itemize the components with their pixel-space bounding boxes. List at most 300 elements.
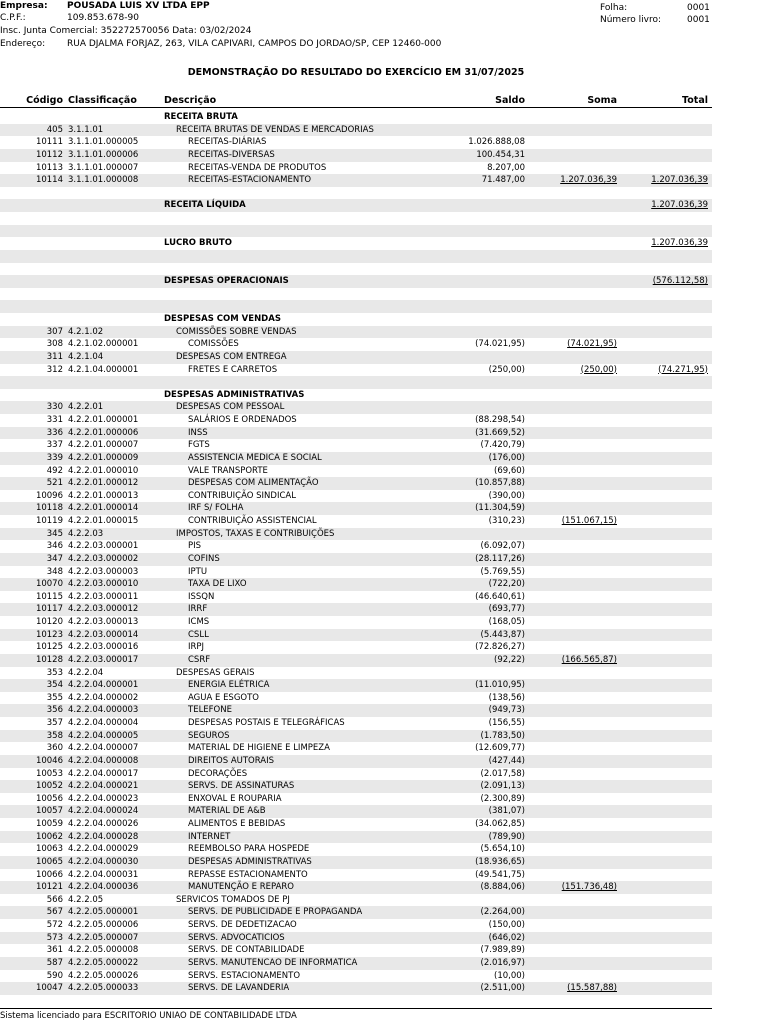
row-description: DESPESAS COM PESSOAL: [176, 402, 285, 413]
row-code: 405: [46, 124, 63, 135]
livro-value: 0001: [687, 15, 710, 25]
endereco-value: RUA DJALMA FORJAZ, 263, VILA CAPIVARI, CAMPOS DO JORDAO/SP, CEP 12460-000: [67, 39, 442, 49]
row-code: 10059: [35, 819, 63, 829]
row-code: 10120: [35, 617, 63, 627]
table-row: [0, 780, 712, 793]
row-code: 330: [46, 402, 63, 413]
table-row: [0, 275, 712, 288]
row-total: 1.207.036,39: [651, 175, 708, 186]
row-saldo: (138,56): [488, 692, 525, 703]
row-saldo: (34.062,85): [475, 819, 525, 829]
table-row: [0, 982, 712, 995]
row-saldo: (2.016,97): [480, 957, 525, 968]
folha-label: Folha:: [600, 3, 628, 13]
row-saldo: (8.884,06): [480, 882, 525, 893]
table-row: [0, 843, 712, 856]
table-row: [0, 894, 712, 907]
row-description: REEMBOLSO PARA HOSPEDE: [188, 844, 310, 855]
row-classification: 4.2.2.05.000006: [68, 920, 139, 930]
row-description: AGUA E ESGOTO: [188, 692, 259, 703]
row-description: CONTRIBUIÇÃO SINDICAL: [188, 490, 296, 501]
livro-label: Número livro:: [600, 15, 661, 25]
row-code: 358: [46, 730, 63, 741]
row-saldo: (2.264,00): [480, 907, 525, 918]
row-description: COMISSÕES SOBRE VENDAS: [176, 326, 297, 337]
row-classification: 4.2.2.01.000006: [68, 427, 139, 438]
table-row: [0, 414, 712, 427]
row-description: DECORAÇÕES: [188, 768, 248, 779]
row-code: 346: [46, 541, 63, 552]
table-row: [0, 212, 712, 225]
table-row: [0, 692, 712, 705]
empresa-label: Empresa:: [0, 1, 48, 11]
row-description: TAXA DE LIXO: [188, 579, 247, 590]
row-description: RECEITA BRUTA: [164, 112, 238, 122]
row-code: 566: [46, 894, 63, 905]
row-classification: 4.2.2.05.000008: [68, 945, 139, 956]
row-description: SERVS. DE PUBLICIDADE E PROPAGANDA: [188, 907, 363, 918]
header-classificacao: Classificação: [68, 95, 137, 106]
table-row: [0, 654, 712, 667]
row-description: DESPESAS COM VENDAS: [164, 314, 281, 324]
row-code: 10046: [35, 755, 63, 766]
table-row: [0, 881, 712, 894]
row-saldo: (693,77): [488, 604, 525, 615]
row-description: TELEFONE: [188, 705, 232, 716]
row-description: SERVS. DE LAVANDERIA: [188, 983, 290, 994]
row-saldo: (69,60): [494, 465, 525, 476]
row-description: DESPESAS COM ALIMENTAÇÃO: [188, 478, 319, 489]
row-description: IMPOSTOS, TAXAS E CONTRIBUIÇÕES: [176, 528, 335, 539]
row-classification: 3.1.1.01.000008: [68, 175, 139, 186]
row-description: MATERIAL DE A&B: [188, 806, 266, 817]
row-code: 355: [46, 692, 63, 703]
table-row: [0, 869, 712, 882]
table-row: [0, 502, 712, 515]
row-saldo: (2.091,13): [480, 781, 525, 792]
row-saldo: (1.783,50): [480, 730, 525, 741]
row-description: FRETES E CARRETOS: [188, 364, 278, 375]
table-row: [0, 742, 712, 755]
row-description: SALÁRIOS E ORDENADOS: [188, 415, 297, 425]
row-total: (576.112,58): [652, 276, 708, 287]
row-classification: 4.2.2.01.000012: [68, 478, 139, 489]
row-code: 10063: [35, 844, 63, 855]
row-description: CSLL: [188, 629, 209, 640]
row-saldo: (5.654,10): [480, 844, 525, 855]
table-row: [0, 768, 712, 781]
row-description: RECEITAS-ESTACIONAMENTO: [188, 175, 312, 186]
row-code: 308: [46, 339, 63, 350]
row-description: IRRF: [188, 604, 208, 615]
table-row: [0, 578, 712, 591]
row-classification: 4.2.2.01.000014: [68, 503, 139, 514]
cpf-label: C.P.F.:: [0, 13, 26, 23]
row-description: ISSQN: [188, 591, 215, 602]
row-saldo: (46.640,61): [475, 591, 525, 602]
row-classification: 4.2.2.04.000028: [68, 831, 139, 842]
table-row: [0, 603, 712, 616]
row-code: 10113: [35, 162, 63, 173]
row-soma: (151.736,48): [561, 882, 617, 893]
row-classification: 4.2.2.04.000005: [68, 730, 139, 741]
row-classification: 4.2.2.03.000011: [68, 591, 139, 602]
row-saldo: (168,05): [488, 617, 525, 627]
folha-line: [600, 2, 710, 14]
row-description: FGTS: [188, 440, 210, 451]
row-description: SERVS. ESTACIONAMENTO: [188, 970, 301, 981]
cpf-line: [0, 12, 139, 24]
row-code: 492: [46, 465, 63, 476]
table-row: [0, 679, 712, 692]
row-code: 360: [46, 743, 63, 754]
row-classification: 4.2.2.03.000003: [68, 566, 139, 577]
row-code: 10118: [35, 503, 63, 514]
row-classification: 4.2.2.03.000001: [68, 541, 139, 552]
row-saldo: (12.609,77): [475, 743, 525, 754]
empresa-name: POUSADA LUIS XV LTDA EPP: [67, 1, 210, 11]
row-classification: 4.2.2.03.000016: [68, 642, 139, 653]
row-description: ALIMENTOS E BEBIDAS: [188, 819, 286, 829]
row-saldo: 8.207,00: [487, 162, 525, 173]
row-classification: 4.2.2.04.000021: [68, 781, 139, 792]
table-row: [0, 427, 712, 440]
row-description: DESPESAS POSTAIS E TELEGRÁFICAS: [188, 718, 345, 728]
row-classification: 4.2.2.04.000007: [68, 743, 139, 754]
row-description: IPTU: [188, 566, 208, 577]
row-code: 10047: [35, 983, 63, 994]
row-classification: 4.2.2.03.000012: [68, 604, 139, 615]
row-description: DIREITOS AUTORAIS: [188, 755, 275, 766]
row-saldo: (310,23): [488, 516, 525, 526]
table-row: [0, 313, 712, 326]
row-saldo: (11.304,59): [475, 503, 525, 514]
row-classification: 4.2.2.04.000003: [68, 705, 139, 716]
table-row: [0, 288, 712, 301]
row-classification: 4.2.2.01.000015: [68, 516, 139, 526]
row-description: SERVS. DE CONTABILIDADE: [188, 945, 305, 956]
header-codigo: Código: [26, 95, 63, 106]
row-description: SERVS. DE ASSINATURAS: [188, 781, 295, 792]
statement-table: [0, 111, 712, 995]
row-saldo: (156,55): [488, 718, 525, 728]
row-description: RECEITA BRUTAS DE VENDAS E MERCADORIAS: [176, 124, 374, 135]
table-row: [0, 641, 712, 654]
row-saldo: (10,00): [494, 970, 525, 981]
row-classification: 4.2.2.03: [68, 528, 104, 539]
row-classification: 3.1.1.01.000005: [68, 137, 139, 148]
row-classification: 4.2.2.04.000023: [68, 793, 139, 804]
row-code: 10115: [35, 591, 63, 602]
row-code: 345: [46, 528, 63, 539]
table-row: [0, 237, 712, 250]
row-saldo: (5.443,87): [480, 629, 525, 640]
row-description: REPASSE ESTACIONAMENTO: [188, 869, 308, 880]
row-code: 10065: [35, 856, 63, 867]
row-total: 1.207.036,39: [651, 200, 708, 211]
row-description: DESPESAS COM ENTREGA: [176, 351, 287, 362]
table-row: [0, 540, 712, 553]
row-saldo: (31.669,52): [475, 427, 525, 438]
row-soma: (166.565,87): [561, 654, 617, 665]
row-saldo: (2.300,89): [480, 793, 525, 804]
row-code: 10125: [35, 642, 63, 653]
row-saldo: (150,00): [488, 920, 525, 930]
table-row: [0, 225, 712, 238]
row-classification: 4.2.2.05.000033: [68, 983, 139, 994]
row-soma: (250,00): [580, 364, 617, 375]
row-code: 10121: [35, 882, 63, 893]
table-row: [0, 326, 712, 339]
row-saldo: (28.117,26): [475, 553, 525, 564]
row-code: 347: [46, 553, 63, 564]
row-saldo: 100.454,31: [476, 149, 525, 160]
row-description: ASSISTENCIA MEDICA E SOCIAL: [188, 452, 322, 463]
table-row: [0, 591, 712, 604]
table-row: [0, 263, 712, 276]
row-saldo: (646,02): [488, 932, 525, 943]
table-row: [0, 919, 712, 932]
table-row: [0, 944, 712, 957]
row-classification: 4.2.2.05.000026: [68, 970, 139, 981]
row-code: 348: [46, 566, 63, 577]
row-classification: 4.2.2.01.000001: [68, 415, 139, 425]
table-row: [0, 805, 712, 818]
table-row: [0, 136, 712, 149]
row-saldo: (390,00): [488, 490, 525, 501]
row-classification: 4.2.2.04.000024: [68, 806, 139, 817]
row-saldo: (427,44): [488, 755, 525, 766]
row-code: 307: [46, 326, 63, 337]
row-saldo: (92,22): [494, 654, 525, 665]
row-classification: 4.2.2.01: [68, 402, 104, 413]
row-saldo: (7.989,89): [480, 945, 525, 956]
row-description: MANUTENÇÃO E REPARO: [188, 882, 294, 893]
table-row: [0, 465, 712, 478]
endereco-label: Endereço:: [0, 39, 46, 49]
row-code: 567: [46, 907, 63, 918]
row-code: 10123: [35, 629, 63, 640]
row-classification: 4.2.2.03.000017: [68, 654, 139, 665]
row-soma: 1.207.036,39: [560, 175, 617, 186]
row-code: 10056: [35, 793, 63, 804]
row-code: 10128: [35, 654, 63, 665]
row-classification: 4.2.2.04.000030: [68, 856, 139, 867]
row-code: 10070: [35, 579, 63, 590]
table-row: [0, 755, 712, 768]
table-row: [0, 439, 712, 452]
row-code: 10057: [35, 806, 63, 817]
row-classification: 4.2.2.03.000014: [68, 629, 139, 640]
table-row: [0, 162, 712, 175]
row-description: DESPESAS GERAIS: [176, 667, 255, 678]
table-row: [0, 730, 712, 743]
footer-license: Sistema licenciado para ESCRITORIO UNIAO DE CONTABILIDADE LTDA: [0, 1008, 712, 1023]
row-description: DESPESAS ADMINISTRATIVAS: [188, 856, 312, 867]
table-row: [0, 831, 712, 844]
table-row: [0, 553, 712, 566]
row-classification: 4.2.2.03.000002: [68, 553, 139, 564]
row-description: SERVICOS TOMADOS DE PJ: [176, 894, 290, 905]
empresa-line: [0, 0, 210, 12]
row-description: SEGUROS: [188, 730, 230, 741]
row-code: 337: [46, 440, 63, 451]
table-row: [0, 149, 712, 162]
row-code: 572: [46, 920, 63, 930]
row-classification: 4.2.2.04.000002: [68, 692, 139, 703]
table-row: [0, 515, 712, 528]
row-description: VALE TRANSPORTE: [188, 465, 268, 476]
table-row: [0, 376, 712, 389]
table-row: [0, 477, 712, 490]
row-code: 521: [46, 478, 63, 489]
header-descricao: Descrição: [164, 95, 217, 106]
table-row: [0, 528, 712, 541]
table-row: [0, 452, 712, 465]
row-description: INSS: [188, 427, 208, 438]
table-row: [0, 629, 712, 642]
row-description: CSRF: [188, 654, 211, 665]
row-classification: 4.2.2.03.000013: [68, 617, 139, 627]
table-row: [0, 187, 712, 200]
row-code: 354: [46, 680, 63, 691]
row-code: 357: [46, 718, 63, 728]
row-code: 339: [46, 452, 63, 463]
document-title: DEMONSTRAÇÃO DO RESULTADO DO EXERCÍCIO EM 31/07/2025: [187, 67, 525, 78]
row-description: PIS: [188, 541, 202, 552]
table-row: [0, 490, 712, 503]
row-saldo: (11.010,95): [475, 680, 525, 691]
table-row: [0, 199, 712, 212]
row-description: COMISSÕES: [188, 339, 239, 350]
header-total: Total: [682, 95, 708, 106]
row-saldo: (381,07): [488, 806, 525, 817]
cpf-value: 109.853.678-90: [67, 13, 139, 23]
table-row: [0, 793, 712, 806]
row-saldo: (18.936,65): [475, 856, 525, 867]
table-row: [0, 250, 712, 263]
table-row: [0, 124, 712, 137]
row-saldo: 1.026.888,08: [468, 137, 525, 148]
row-classification: 4.2.2.04.000008: [68, 755, 139, 766]
row-code: 10111: [35, 137, 63, 148]
row-code: 311: [46, 351, 63, 362]
row-code: 10066: [35, 869, 63, 880]
row-code: 353: [46, 667, 63, 678]
row-saldo: (949,73): [488, 705, 525, 716]
column-header: [0, 95, 712, 108]
row-classification: 4.2.2.01.000010: [68, 465, 139, 476]
row-code: 361: [46, 945, 63, 956]
row-saldo: (2.511,00): [480, 983, 525, 994]
row-classification: 4.2.1.04.000001: [68, 364, 139, 375]
row-code: 331: [46, 415, 63, 425]
row-description: ICMS: [188, 617, 210, 627]
row-description: INTERNET: [188, 831, 231, 842]
row-classification: 4.2.2.04.000036: [68, 882, 139, 893]
row-description: SERVS. MANUTENCAO DE INFORMATICA: [188, 957, 358, 968]
table-row: [0, 704, 712, 717]
row-classification: 4.2.2.04: [68, 667, 104, 678]
row-classification: 4.2.2.04.000001: [68, 680, 139, 691]
row-saldo: (72.826,27): [475, 642, 525, 653]
row-classification: 4.2.2.03.000010: [68, 579, 139, 590]
row-code: 10062: [35, 831, 63, 842]
table-row: [0, 364, 712, 377]
row-saldo: (5.769,55): [480, 566, 525, 577]
row-classification: 4.2.1.04: [68, 351, 104, 362]
row-classification: 4.2.2.05.000022: [68, 957, 139, 968]
row-description: MATERIAL DE HIGIENE E LIMPEZA: [188, 743, 330, 754]
table-row: [0, 351, 712, 364]
row-classification: 4.2.2.05.000001: [68, 907, 139, 918]
livro-line: [600, 14, 710, 26]
row-description: ENERGIA ELÉTRICA: [188, 680, 270, 691]
row-description: DESPESAS ADMINISTRATIVAS: [164, 389, 305, 400]
row-classification: 4.2.2.01.000009: [68, 452, 139, 463]
table-row: [0, 338, 712, 351]
row-saldo: 71.487,00: [481, 175, 525, 186]
table-row: [0, 300, 712, 313]
row-description: ENXOVAL E ROUPARIA: [188, 793, 282, 804]
table-row: [0, 616, 712, 629]
row-classification: 4.2.1.02.000001: [68, 339, 139, 350]
row-description: SERVS. DE DEDETIZACAO: [188, 920, 297, 930]
table-row: [0, 667, 712, 680]
row-classification: 3.1.1.01.000006: [68, 149, 139, 160]
folha-value: 0001: [687, 3, 710, 13]
table-row: [0, 932, 712, 945]
row-description: RECEITAS-DIVERSAS: [188, 149, 275, 160]
row-code: 10053: [35, 768, 63, 779]
row-code: 587: [46, 957, 63, 968]
row-saldo: (74.021,95): [475, 339, 525, 350]
row-saldo: (2.017,58): [480, 768, 525, 779]
table-row: [0, 566, 712, 579]
table-row: [0, 970, 712, 983]
table-row: [0, 389, 712, 402]
row-saldo: (789,90): [488, 831, 525, 842]
row-classification: 4.2.2.04.000004: [68, 718, 139, 728]
row-classification: 4.2.2.04.000017: [68, 768, 139, 779]
row-code: 10119: [35, 516, 63, 526]
row-saldo: (250,00): [488, 364, 525, 375]
endereco-line: [0, 38, 441, 50]
row-description: SERVS. ADVOCATICIOS: [188, 932, 285, 943]
table-row: [0, 401, 712, 414]
row-description: DESPESAS OPERACIONAIS: [164, 276, 289, 287]
row-saldo: (88.298,54): [475, 415, 525, 425]
row-description: IRPJ: [188, 642, 205, 653]
row-description: RECEITAS-VENDA DE PRODUTOS: [188, 162, 327, 173]
table-row: [0, 856, 712, 869]
row-description: RECEITAS-DIÁRIAS: [188, 137, 267, 148]
row-saldo: (6.092,07): [480, 541, 525, 552]
row-code: 10096: [35, 490, 63, 501]
table-row: [0, 111, 712, 124]
row-code: 336: [46, 427, 63, 438]
row-description: IRF S/ FOLHA: [188, 503, 244, 514]
row-soma: (74.021,95): [567, 339, 617, 350]
row-saldo: (176,00): [488, 452, 525, 463]
row-saldo: (722,20): [488, 579, 525, 590]
row-classification: 4.2.2.05: [68, 894, 104, 905]
row-code: 10117: [35, 604, 63, 615]
row-code: 10112: [35, 149, 63, 160]
row-code: 590: [46, 970, 63, 981]
row-classification: 3.1.1.01: [68, 124, 104, 135]
row-description: COFINS: [188, 553, 220, 564]
